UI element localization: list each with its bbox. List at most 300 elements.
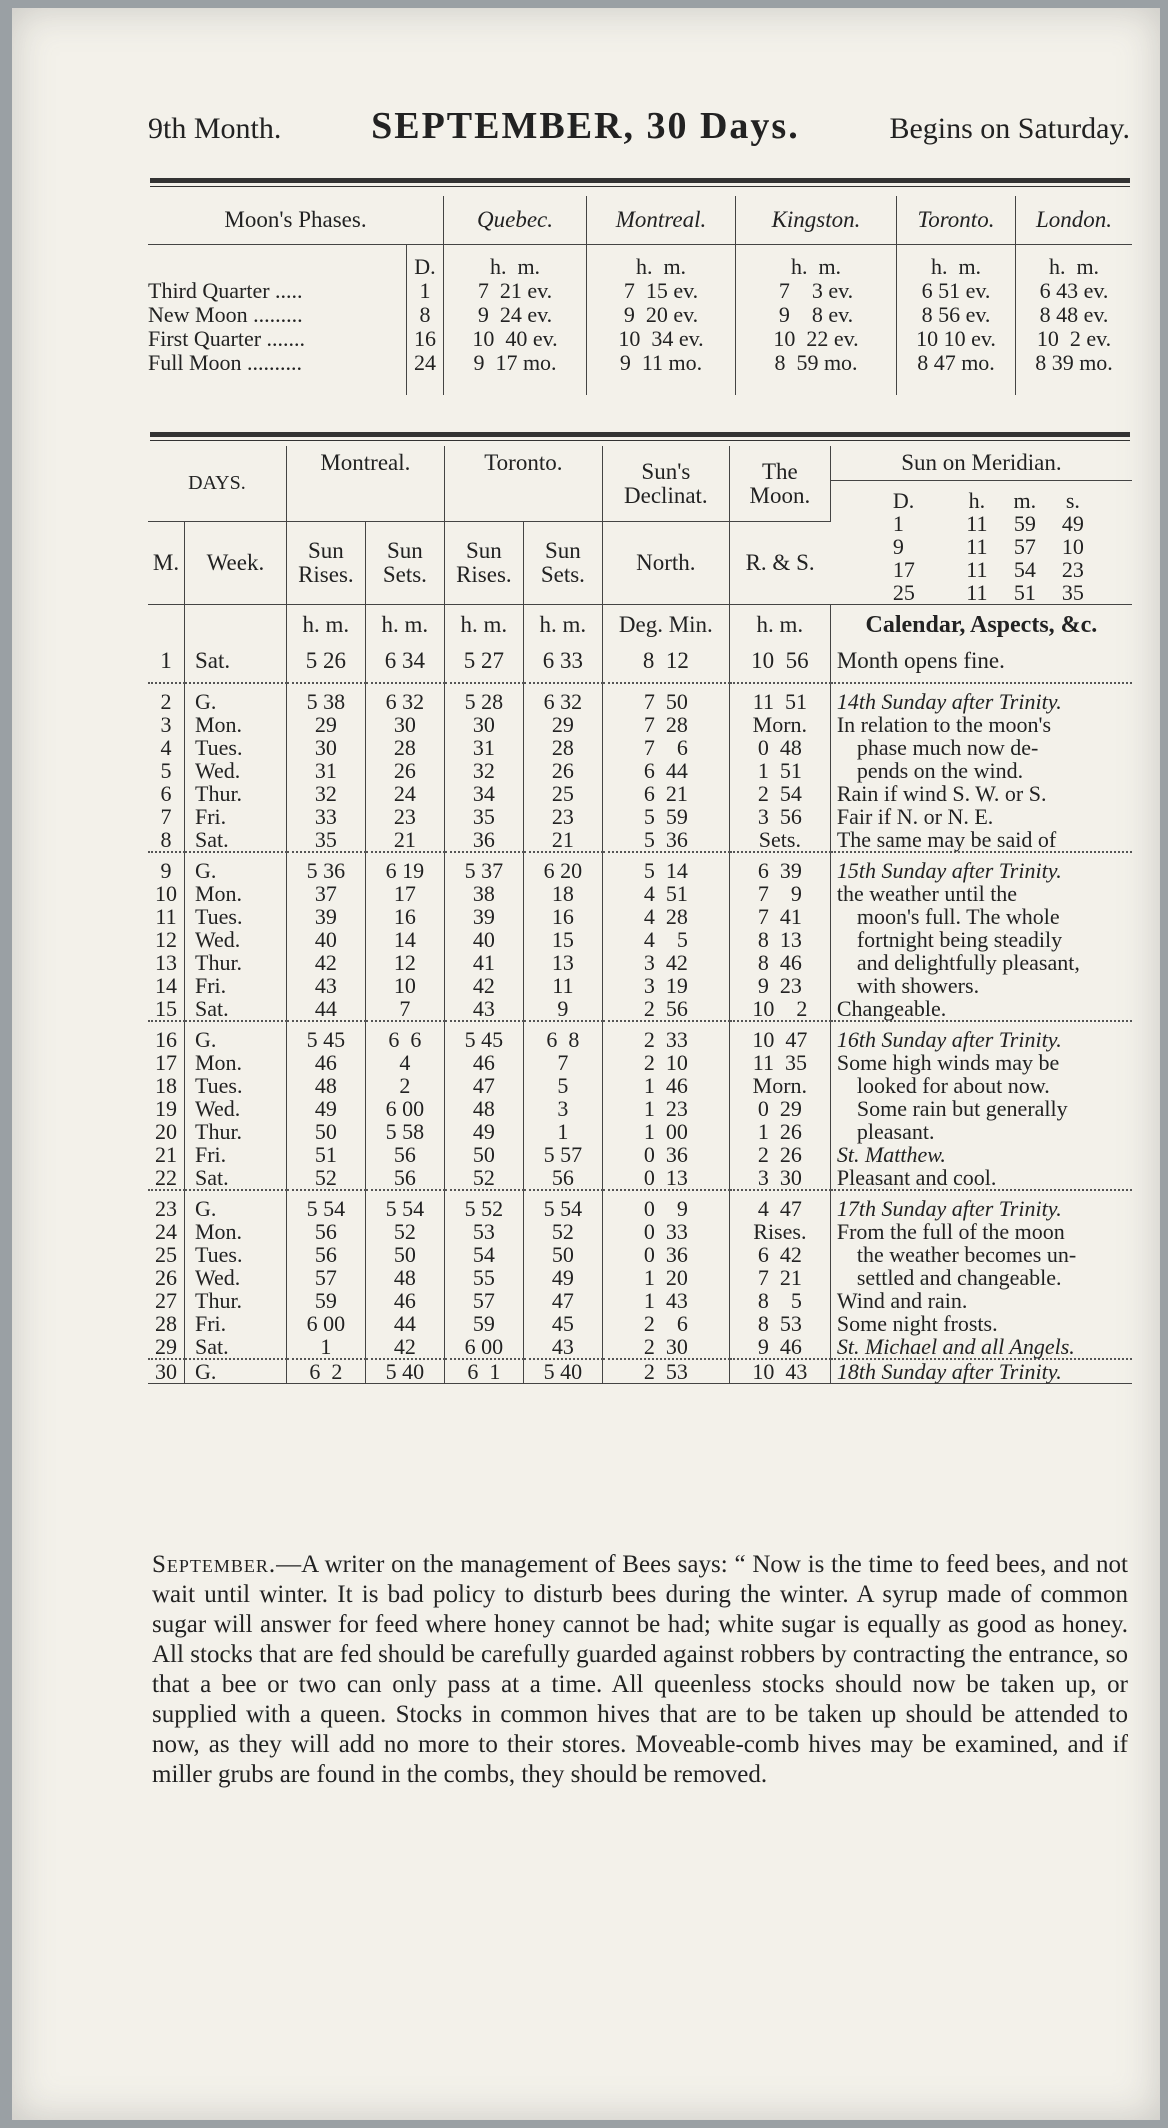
cal-m: 20	[148, 1120, 185, 1143]
cal-rem: looked for about now.	[856, 1073, 1050, 1098]
cal-rem: the weather until the	[836, 881, 1018, 906]
cal-mr: 56	[286, 1243, 365, 1266]
meridian-h: 11	[966, 557, 988, 582]
cal-w: Sat.	[185, 997, 287, 1021]
cal-tr: 36	[444, 828, 523, 852]
cal-tr: 42	[444, 974, 523, 997]
cal-m: 26	[148, 1266, 185, 1289]
cal-tr: 38	[444, 882, 523, 905]
cal-dec: 5 59	[602, 805, 729, 828]
cal-moon: 11 51	[729, 683, 830, 713]
cal-ms: 16	[365, 905, 444, 928]
cal-ms: 6 32	[365, 683, 444, 713]
cal-dec: 4 28	[602, 905, 729, 928]
cal-w: Mon.	[185, 1220, 287, 1243]
cal-ts: 6 33	[523, 645, 602, 683]
meridian-table	[893, 489, 1097, 604]
montreal-cal-header: Montreal.	[286, 446, 444, 481]
calendar-row	[148, 1335, 1132, 1359]
cal-moon: 3 56	[729, 805, 830, 828]
cal-mr: 48	[286, 1074, 365, 1097]
m-header: M.	[148, 522, 185, 605]
cal-ts: 45	[523, 1312, 602, 1335]
cal-moon: Morn.	[729, 1074, 830, 1097]
cal-rem: Wind and rain.	[836, 1288, 968, 1313]
meridian-h: 11	[966, 580, 988, 605]
calendar-table	[148, 446, 1132, 1384]
cal-w: Sat.	[185, 1335, 287, 1359]
cal-ts: 26	[523, 759, 602, 782]
cal-m: 14	[148, 974, 185, 997]
cal-moon: 3 30	[729, 1166, 830, 1190]
calendar-row	[148, 1243, 1132, 1266]
meridian-s: 10	[1061, 534, 1084, 559]
cal-ms: 50	[365, 1243, 444, 1266]
cal-w: Thur.	[185, 1289, 287, 1312]
phase-london: 10 2 ev.	[1036, 326, 1112, 351]
cal-ms: 46	[365, 1289, 444, 1312]
cal-tr: 6 00	[444, 1335, 523, 1359]
cal-ts: 5 40	[523, 1359, 602, 1384]
cal-ms: 24	[365, 782, 444, 805]
cal-w: G.	[185, 1359, 287, 1384]
cal-rem: phase much now de-	[856, 735, 1039, 760]
cal-ms: 17	[365, 882, 444, 905]
cal-w: Tues.	[185, 1074, 287, 1097]
phase-kingston: 10 22 ev.	[736, 327, 897, 351]
cal-tr: 5 37	[444, 852, 523, 882]
phases-header: Moon's Phases.	[148, 196, 444, 245]
cal-dec: 0 36	[602, 1243, 729, 1266]
cal-ms: 6 00	[365, 1097, 444, 1120]
phase-quebec: 9 17 mo.	[444, 351, 587, 395]
mid-double-rule	[150, 432, 1130, 441]
cal-dec: 2 30	[602, 1335, 729, 1359]
cal-m: 24	[148, 1220, 185, 1243]
cal-m: 13	[148, 951, 185, 974]
phase-montreal: 9 20 ev.	[587, 303, 736, 327]
cal-tr: 48	[444, 1097, 523, 1120]
cal-rem: moon's full. The whole	[856, 904, 1060, 929]
cal-dec: 0 33	[602, 1220, 729, 1243]
cal-m: 30	[148, 1359, 185, 1384]
montreal-sets-header: Sun Sets.	[365, 522, 444, 605]
cal-ts: 28	[523, 736, 602, 759]
cal-ts: 18	[523, 882, 602, 905]
cal-ts: 11	[523, 974, 602, 997]
unit-hm-london: h. m.	[1048, 254, 1100, 279]
cal-w: Fri.	[185, 974, 287, 997]
cal-ms: 23	[365, 805, 444, 828]
cal-dec: 8 12	[602, 645, 729, 683]
phase-row	[148, 279, 1132, 303]
calendar-row	[148, 928, 1132, 951]
phase-london: 8 39 mo.	[1035, 350, 1113, 375]
cal-m: 19	[148, 1097, 185, 1120]
cal-mr: 6 00	[286, 1312, 365, 1335]
note-lead: September.	[152, 1551, 277, 1578]
cal-dec: 1 20	[602, 1266, 729, 1289]
cal-w: Wed.	[185, 759, 287, 782]
cal-m: 10	[148, 882, 185, 905]
cal-tr: 40	[444, 928, 523, 951]
cal-m: 23	[148, 1190, 185, 1220]
cal-tr: 5 27	[444, 645, 523, 683]
cal-ts: 5 57	[523, 1143, 602, 1166]
cal-mr: 5 45	[286, 1021, 365, 1051]
calendar-row	[148, 1143, 1132, 1166]
cal-mr: 5 54	[286, 1190, 365, 1220]
cal-rem: with showers.	[856, 973, 980, 998]
meridian-m: 54	[1013, 557, 1036, 582]
cal-dec: 3 19	[602, 974, 729, 997]
cal-rem: From the full of the moon	[836, 1219, 1065, 1244]
moon-header: The Moon.	[729, 446, 830, 522]
cal-ts: 52	[523, 1220, 602, 1243]
calendar-row	[148, 805, 1132, 828]
cal-ts: 5	[523, 1074, 602, 1097]
calendar-row	[148, 905, 1132, 928]
cal-rem: Pleasant and cool.	[836, 1165, 997, 1190]
meridian-d: 1	[892, 511, 904, 536]
cal-tr: 39	[444, 905, 523, 928]
cal-dec: 6 21	[602, 782, 729, 805]
unit-hm-quebec: h. m.	[444, 245, 587, 280]
cal-dec: 0 13	[602, 1166, 729, 1190]
calendar-row	[148, 1120, 1132, 1143]
cal-mr: 30	[286, 736, 365, 759]
meridian-h: 11	[966, 511, 988, 536]
cal-tr: 52	[444, 1166, 523, 1190]
cal-dec: 4 51	[602, 882, 729, 905]
cal-w: Sat.	[185, 1166, 287, 1190]
calendar-row	[148, 645, 1132, 683]
cal-tr: 55	[444, 1266, 523, 1289]
cal-mr: 37	[286, 882, 365, 905]
rs-header: R. & S.	[729, 522, 830, 605]
cal-moon: 9 46	[729, 1335, 830, 1359]
phase-montreal: 10 34 ev.	[587, 327, 736, 351]
cal-ms: 28	[365, 736, 444, 759]
phase-name: New Moon .........	[148, 303, 407, 327]
meridian-d: 9	[892, 534, 904, 559]
calendar-row	[148, 828, 1132, 852]
phase-montreal: 7 15 ev.	[587, 279, 736, 303]
calendar-row	[148, 1051, 1132, 1074]
quebec-header: Quebec.	[444, 196, 587, 245]
calendar-row	[148, 759, 1132, 782]
cal-moon: Sets.	[729, 828, 830, 852]
calendar-row	[148, 1190, 1132, 1220]
meridian-d: D.	[892, 488, 915, 513]
unit-deg: Deg. Min.	[602, 605, 729, 646]
cal-mr: 1	[286, 1335, 365, 1359]
cal-mr: 44	[286, 997, 365, 1021]
kingston-header: Kingston.	[736, 196, 897, 245]
cal-dec: 2 56	[602, 997, 729, 1021]
phase-kingston: 7 3 ev.	[736, 279, 897, 303]
cal-rem: settled and changeable.	[856, 1265, 1062, 1290]
cal-rem: the weather becomes un-	[856, 1242, 1077, 1267]
calendar-row	[148, 1266, 1132, 1289]
cal-ms: 30	[365, 713, 444, 736]
cal-mr: 29	[286, 713, 365, 736]
cal-tr: 32	[444, 759, 523, 782]
cal-ms: 5 54	[365, 1190, 444, 1220]
cal-mr: 46	[286, 1051, 365, 1074]
cal-moon: 8 5	[729, 1289, 830, 1312]
meridian-s: 35	[1061, 580, 1084, 605]
cal-rem: St. Matthew.	[836, 1142, 946, 1167]
cal-tr: 5 28	[444, 683, 523, 713]
phase-quebec: 10 40 ev.	[444, 327, 587, 351]
cal-moon: 6 39	[729, 852, 830, 882]
cal-dec: 7 28	[602, 713, 729, 736]
cal-ts: 47	[523, 1289, 602, 1312]
cal-mr: 5 36	[286, 852, 365, 882]
cal-mr: 35	[286, 828, 365, 852]
cal-mr: 5 26	[286, 645, 365, 683]
cal-rem: 18th Sunday after Trinity.	[830, 1359, 1132, 1384]
calendar-row	[148, 852, 1132, 882]
cal-dec: 5 14	[602, 852, 729, 882]
begins-on: Begins on Saturday.	[889, 112, 1130, 145]
cal-rem: St. Michael and all Angels.	[836, 1334, 1075, 1359]
calendar-row	[148, 1220, 1132, 1243]
cal-tr: 6 1	[444, 1359, 523, 1384]
calendar-row	[148, 1166, 1132, 1190]
month-number: 9th Month.	[148, 112, 282, 145]
cal-dec: 1 46	[602, 1074, 729, 1097]
cal-ts: 7	[523, 1051, 602, 1074]
cal-ms: 5 58	[365, 1120, 444, 1143]
cal-dec: 2 53	[602, 1359, 729, 1384]
cal-ms: 5 40	[365, 1359, 444, 1384]
cal-dec: 7 50	[602, 683, 729, 713]
cal-m: 9	[148, 852, 185, 882]
cal-mr: 31	[286, 759, 365, 782]
cal-ts: 13	[523, 951, 602, 974]
cal-m: 2	[148, 683, 185, 713]
calendar-row	[148, 1074, 1132, 1097]
cal-ts: 3	[523, 1097, 602, 1120]
cal-ts: 50	[523, 1243, 602, 1266]
meridian-m: m.	[1013, 488, 1037, 513]
cal-ms: 26	[365, 759, 444, 782]
phase-row	[148, 351, 1132, 395]
cal-rem: and delightfully pleasant,	[856, 950, 1080, 975]
phase-london: 6 43 ev.	[1039, 278, 1109, 303]
phase-montreal: 9 11 mo.	[587, 351, 736, 395]
page-title: SEPTEMBER, 30 Days.	[371, 105, 800, 147]
days-header: DAYS.	[148, 446, 286, 522]
unit-hm: h. m.	[729, 605, 830, 646]
cal-mr: 33	[286, 805, 365, 828]
cal-m: 28	[148, 1312, 185, 1335]
cal-ms: 6 34	[365, 645, 444, 683]
cal-mr: 43	[286, 974, 365, 997]
cal-dec: 2 33	[602, 1021, 729, 1051]
cal-moon: Morn.	[729, 713, 830, 736]
cal-moon: 0 29	[729, 1097, 830, 1120]
cal-m: 21	[148, 1143, 185, 1166]
cal-ms: 7	[365, 997, 444, 1021]
cal-moon: 4 47	[729, 1190, 830, 1220]
cal-ts: 29	[523, 713, 602, 736]
cal-moon: 2 26	[729, 1143, 830, 1166]
phase-toronto: 10 10 ev.	[897, 327, 1016, 351]
cal-ts: 16	[523, 905, 602, 928]
cal-w: Sat.	[185, 645, 287, 683]
cal-mr: 52	[286, 1166, 365, 1190]
cal-w: G.	[185, 683, 287, 713]
toronto-cal-header: Toronto.	[444, 446, 602, 481]
cal-m: 4	[148, 736, 185, 759]
cal-mr: 59	[286, 1289, 365, 1312]
cal-w: G.	[185, 852, 287, 882]
cal-w: Wed.	[185, 1097, 287, 1120]
cal-rem: Rain if wind S. W. or S.	[836, 781, 1047, 806]
declination-header: Sun's Declinat.	[602, 446, 729, 522]
phase-name: Full Moon ..........	[148, 351, 407, 395]
cal-rem: fortnight being steadily	[856, 927, 1063, 952]
cal-ts: 56	[523, 1166, 602, 1190]
cal-w: Tues.	[185, 736, 287, 759]
calendar-row	[148, 736, 1132, 759]
cal-mr: 5 38	[286, 683, 365, 713]
cal-w: Mon.	[185, 1051, 287, 1074]
cal-ts: 25	[523, 782, 602, 805]
cal-w: Fri.	[185, 1143, 287, 1166]
unit-hm-toronto: h. m.	[897, 245, 1016, 280]
meridian-s: 23	[1061, 557, 1084, 582]
cal-ts: 1	[523, 1120, 602, 1143]
toronto-header: Toronto.	[897, 196, 1016, 245]
calendar-row	[148, 782, 1132, 805]
cal-m: 3	[148, 713, 185, 736]
cal-m: 11	[148, 905, 185, 928]
cal-m: 22	[148, 1166, 185, 1190]
cal-moon: Rises.	[729, 1220, 830, 1243]
cal-w: G.	[185, 1190, 287, 1220]
cal-moon: 1 26	[729, 1120, 830, 1143]
cal-tr: 46	[444, 1051, 523, 1074]
cal-rem: 16th Sunday after Trinity.	[830, 1021, 1132, 1051]
cal-rem: 15th Sunday after Trinity.	[830, 852, 1132, 882]
cal-rem: Month opens fine.	[836, 648, 1005, 673]
cal-ts: 23	[523, 805, 602, 828]
cal-ms: 52	[365, 1220, 444, 1243]
cal-rem: Some rain but generally	[856, 1096, 1068, 1121]
cal-tr: 5 45	[444, 1021, 523, 1051]
cal-moon: 10 43	[729, 1359, 830, 1384]
unit-hm-kingston: h. m.	[736, 245, 897, 280]
cal-tr: 35	[444, 805, 523, 828]
cal-w: Thur.	[185, 951, 287, 974]
cal-moon: 10 47	[729, 1021, 830, 1051]
cal-w: Thur.	[185, 1120, 287, 1143]
cal-tr: 5 52	[444, 1190, 523, 1220]
cal-ms: 56	[365, 1143, 444, 1166]
cal-mr: 50	[286, 1120, 365, 1143]
cal-ms: 42	[365, 1335, 444, 1359]
cal-moon: 7 21	[729, 1266, 830, 1289]
calendar-row	[148, 974, 1132, 997]
phase-kingston: 8 59 mo.	[736, 351, 897, 395]
cal-rem: Changeable.	[836, 996, 947, 1021]
cal-w: Sat.	[185, 828, 287, 852]
london-header: London.	[1016, 196, 1133, 245]
cal-m: 1	[148, 645, 185, 683]
cal-m: 6	[148, 782, 185, 805]
calendar-row	[148, 951, 1132, 974]
cal-dec: 6 44	[602, 759, 729, 782]
cal-m: 25	[148, 1243, 185, 1266]
cal-ts: 21	[523, 828, 602, 852]
unit-hm: h. m.	[365, 605, 444, 646]
cal-m: 27	[148, 1289, 185, 1312]
cal-tr: 54	[444, 1243, 523, 1266]
unit-hm: h. m.	[286, 605, 365, 646]
cal-tr: 53	[444, 1220, 523, 1243]
cal-moon: 7 41	[729, 905, 830, 928]
unit-hm: h. m.	[444, 605, 523, 646]
north-header: North.	[602, 522, 729, 605]
meridian-s: 49	[1061, 511, 1084, 536]
cal-w: Mon.	[185, 882, 287, 905]
calendar-row	[148, 683, 1132, 713]
phase-london: 8 48 ev.	[1039, 302, 1109, 327]
cal-tr: 41	[444, 951, 523, 974]
cal-moon: 0 48	[729, 736, 830, 759]
cal-m: 12	[148, 928, 185, 951]
cal-dec: 1 43	[602, 1289, 729, 1312]
september-note	[152, 1550, 1128, 1790]
cal-w: Fri.	[185, 1312, 287, 1335]
cal-dec: 4 5	[602, 928, 729, 951]
cal-ts: 49	[523, 1266, 602, 1289]
cal-tr: 59	[444, 1312, 523, 1335]
cal-m: 8	[148, 828, 185, 852]
meridian-header: Sun on Meridian.	[830, 446, 1132, 481]
calendar-row	[148, 713, 1132, 736]
cal-m: 5	[148, 759, 185, 782]
cal-ts: 9	[523, 997, 602, 1021]
cal-ts: 5 54	[523, 1190, 602, 1220]
phase-d: 8	[407, 303, 444, 327]
calendar-row	[148, 1289, 1132, 1312]
cal-rem: 17th Sunday after Trinity.	[830, 1190, 1132, 1220]
cal-mr: 32	[286, 782, 365, 805]
cal-rem: pends on the wind.	[856, 758, 1024, 783]
cal-tr: 34	[444, 782, 523, 805]
phase-name: Third Quarter .....	[148, 279, 407, 303]
meridian-m: 51	[1013, 580, 1036, 605]
cal-ts: 6 32	[523, 683, 602, 713]
cal-tr: 43	[444, 997, 523, 1021]
cal-rem: In relation to the moon's	[836, 712, 1052, 737]
calendar-row	[148, 882, 1132, 905]
cal-dec: 0 36	[602, 1143, 729, 1166]
calendar-row	[148, 1359, 1132, 1384]
cal-w: Tues.	[185, 905, 287, 928]
cal-moon: 11 35	[729, 1051, 830, 1074]
cal-moon: 8 53	[729, 1312, 830, 1335]
cal-ms: 10	[365, 974, 444, 997]
cal-moon: 6 42	[729, 1243, 830, 1266]
cal-mr: 40	[286, 928, 365, 951]
cal-moon: 10 2	[729, 997, 830, 1021]
